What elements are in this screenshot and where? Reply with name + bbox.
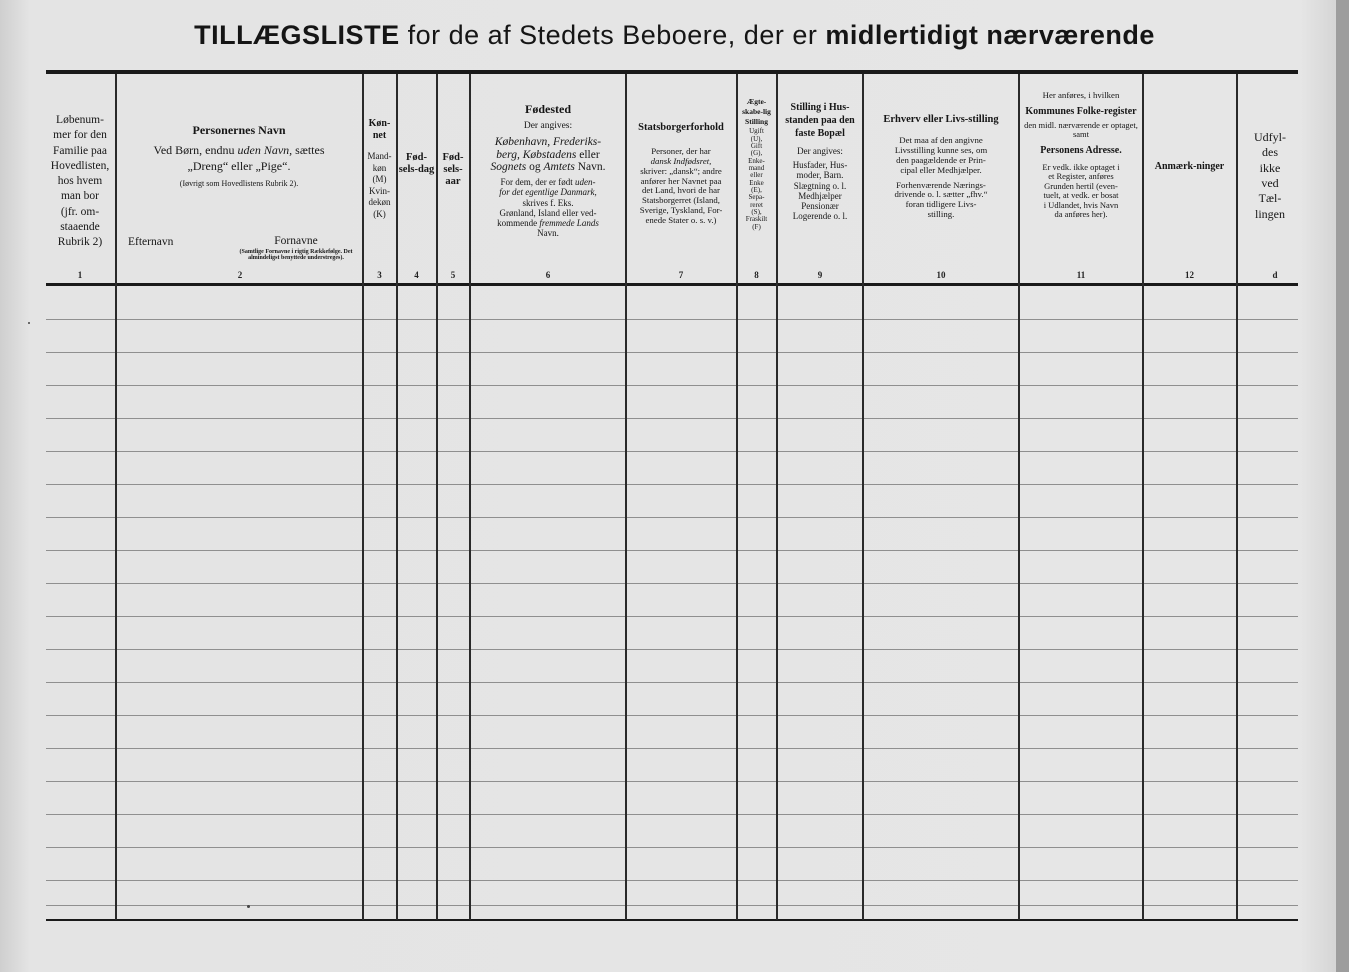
column-number: 1 [77, 270, 83, 280]
page-edge [1336, 0, 1349, 972]
col-3-line: Mand- [367, 151, 392, 161]
col-3-header [364, 118, 395, 220]
col-8-header [738, 97, 775, 231]
col-2-heading: Personernes Navn [192, 123, 286, 137]
col-10-line: foran tidligere Livs- [905, 199, 977, 210]
column-divider [862, 74, 864, 920]
col-7-line: dansk Indfødsret, [650, 155, 712, 166]
col-8-line: (U), [750, 134, 763, 143]
col-7-line: skriver: „dansk“; andre [640, 165, 722, 176]
col-2-surname-label: Efternavn [128, 236, 174, 248]
col-6-text: Navn. [537, 227, 559, 238]
title-part-3: midlertidigt nærværende [825, 20, 1155, 50]
col-d-line: lingen [1255, 206, 1285, 221]
col-7-line: anfører her Navnet paa [640, 175, 722, 186]
column-number: d [1272, 270, 1278, 280]
col-6-heading: Fødested [525, 102, 571, 116]
col-7-line: det Land, hvori de har [642, 185, 720, 196]
col-6-text-italic: uden- [574, 177, 596, 188]
col-11-header [1021, 90, 1141, 220]
col-8-line: Enke- [748, 156, 765, 165]
col-d-line: Udfyl- [1254, 130, 1286, 144]
col-5-heading: Fød-sels-aar [442, 152, 464, 188]
col-2-header [118, 124, 360, 189]
col-6-header [472, 103, 624, 238]
top-rule [46, 70, 1298, 74]
col-10-line: den paagældende er Prin- [896, 154, 986, 165]
row-line [46, 748, 1298, 749]
col-9-header [779, 101, 861, 221]
col-9-line: Husfader, Hus- [792, 160, 848, 171]
col-7-heading: Statsborgerforhold [638, 122, 724, 133]
col-9-line: Medhjælper [798, 190, 842, 201]
row-line [46, 385, 1298, 386]
col-8-line: mand [748, 163, 765, 172]
col-7-line: Statsborgerret (Island, [641, 195, 720, 206]
col-3-line: dekøn [368, 197, 391, 208]
col-10-heading: Erhverv eller Livs-stilling [883, 114, 999, 125]
column-number: 8 [754, 270, 759, 280]
col-3-line: (M) [372, 174, 387, 185]
column-divider [436, 74, 438, 920]
col-2-text3: (Iøvrigt som Hovedlistens Rubrik 2). [179, 179, 299, 189]
col-11-line: Grunden hertil (even- [1044, 180, 1118, 191]
title-part-1: TILLÆGSLISTE [194, 20, 400, 50]
col-6-text: og [529, 161, 541, 174]
col-8-line: (S), [751, 208, 762, 217]
col-8-line: (F) [752, 222, 761, 231]
col-8-line: (G), [750, 149, 763, 158]
col-8-line: Gift [750, 141, 763, 150]
col-6-text-italic: fremmede Lands [539, 217, 599, 228]
col-1-header [46, 113, 114, 251]
header-bottom-rule [46, 283, 1298, 286]
col-10-line: Det maa af den angivne [899, 135, 983, 146]
column-number: 10 [936, 270, 946, 280]
row-line [46, 319, 1298, 320]
col-d-line: ved [1261, 176, 1279, 191]
col-3-line: (K) [373, 208, 386, 219]
col-d-line: ikke [1259, 160, 1281, 175]
row-line [46, 484, 1298, 485]
col-6-place: København, Frederiks- [494, 135, 602, 148]
col-d-line: Tæl- [1258, 191, 1282, 206]
row-line [46, 715, 1298, 716]
col-3-line: køn [372, 162, 387, 173]
title-part-2: for de af Stedets Beboere, der er [407, 20, 818, 50]
col-1-line: hos hvem [57, 175, 103, 188]
col-8-line: Ugift [749, 127, 764, 136]
col-9-heading: Stilling i Hus-standen paa den faste Bopæl [785, 102, 855, 139]
col-9-sub: Der angives: [797, 146, 843, 156]
column-number: 4 [414, 270, 419, 280]
col-11-line: tuelt, at vedk. er bosat [1043, 190, 1119, 201]
col-1-line: staaende [60, 220, 100, 233]
col-11-mid: den midl. nærværende er optaget, samt [1024, 119, 1138, 139]
column-number: 6 [545, 270, 551, 280]
row-line [46, 352, 1298, 353]
col-11-top: Her anføres, i hvilken [1042, 90, 1120, 100]
col-2-firstname-note: (Samtlige Fornavne i rigtig Rækkefølge. Det almindeligst benyttede understreges). [239, 249, 353, 262]
row-line [46, 847, 1298, 848]
col-8-line: Sepa- [748, 193, 765, 202]
column-number: 2 [237, 270, 243, 280]
col-9-line: Slægtning o. l. [793, 180, 847, 191]
row-line [46, 616, 1298, 617]
col-1-line: Løbenum- [56, 114, 104, 126]
col-8-heading: Ægte-skabe-lig Stilling [742, 97, 771, 126]
column-number: 7 [678, 270, 684, 280]
col-1-line: mer for den [53, 129, 107, 142]
col-1-line: Familie paa [53, 144, 107, 157]
col-12-header [1144, 160, 1235, 173]
row-line [46, 682, 1298, 683]
column-divider [1018, 74, 1020, 920]
column-divider [1142, 74, 1144, 920]
row-line [46, 550, 1298, 551]
column-number: 11 [1076, 270, 1086, 280]
col-6-place: Sognets [490, 161, 527, 174]
column-divider [1236, 74, 1238, 920]
col-9-line: moder, Barn. [796, 170, 844, 181]
form-title [0, 20, 1349, 51]
row-line [46, 583, 1298, 584]
col-11-line: da anføres her). [1054, 209, 1108, 220]
col-2-text: sættes [295, 142, 325, 157]
col-1-line: man bor [60, 190, 99, 203]
col-11-line: Er vedk. ikke optaget i [1042, 161, 1120, 172]
col-3-line: Kvin- [369, 185, 390, 196]
col-6-text: Navn. [577, 161, 606, 174]
row-line [46, 905, 1298, 906]
col-4-heading: Fød-sels-dag [398, 152, 435, 176]
col-10-line: Forhenværende Nærings- [896, 179, 986, 190]
col-9-line: Logerende o. l. [792, 210, 848, 221]
col-3-heading: Køn-net [368, 118, 391, 141]
col-7-line: Personer, der har [651, 146, 711, 157]
col-10-line: stilling. [927, 209, 955, 220]
column-divider [776, 74, 778, 920]
col-2-text: Ved Børn, endnu [153, 142, 235, 157]
col-5-header [438, 152, 468, 188]
col-12-heading: Anmærk-ninger [1154, 161, 1225, 172]
column-number: 3 [377, 270, 382, 280]
col-6-text: eller [579, 148, 600, 161]
col-6-place: Amtets [543, 161, 575, 174]
column-number: 9 [817, 270, 823, 280]
row-line [46, 649, 1298, 650]
col-2-text-italic: uden Navn, [237, 142, 293, 157]
col-8-line: Fraskilt [745, 215, 768, 224]
column-number: 5 [450, 270, 456, 280]
col-d-line: des [1262, 145, 1278, 160]
col-10-line: cipal eller Medhjælper. [900, 164, 982, 175]
col-8-line: Enke [749, 178, 764, 187]
ink-speck [28, 322, 30, 324]
row-line [46, 781, 1298, 782]
col-6-text: Grønland, Island eller ved- [499, 207, 597, 218]
col-6-text-italic: for det egentlige Danmark, [499, 187, 597, 198]
row-line [46, 418, 1298, 419]
row-line [46, 451, 1298, 452]
col-1-line: Rubrik 2) [57, 236, 103, 249]
col-10-line: drivende o. l. sætter „fhv.“ [894, 189, 988, 200]
col-10-line: Livsstilling kunne ses, om [894, 145, 988, 156]
col-11-line: i Udlandet, hvis Navn [1043, 199, 1119, 210]
col-4-header [398, 152, 435, 176]
column-divider [469, 74, 471, 920]
col-11-heading: Kommunes Folke-register [1025, 106, 1137, 118]
col-2-text2: „Dreng“ eller „Pige“. [187, 158, 291, 173]
column-divider [115, 74, 117, 920]
col-d-header [1240, 130, 1300, 222]
col-6-text: kommende [497, 217, 538, 228]
col-8-line: reret [750, 200, 763, 209]
col-8-line: (E), [751, 186, 762, 194]
col-6-text: For dem, der er født [500, 177, 573, 188]
col-7-line: Sverige, Tyskland, For- [639, 205, 723, 216]
col-11-heading-2: Personens Adresse. [1040, 145, 1122, 157]
col-11-line: et Register, anføres [1048, 171, 1114, 182]
col-1-line: (jfr. om- [60, 205, 100, 218]
row-line [46, 880, 1298, 881]
col-7-header [627, 122, 735, 226]
col-10-header [865, 112, 1017, 220]
ink-speck [247, 905, 250, 908]
col-7-line: enede Stater o. s. v.) [645, 214, 717, 225]
bottom-rule [46, 919, 1298, 921]
column-divider [396, 74, 398, 920]
row-line [46, 814, 1298, 815]
row-line [46, 517, 1298, 518]
column-number: 12 [1185, 270, 1194, 280]
col-6-text: skrives f. Eks. [522, 197, 574, 208]
col-1-line: Hovedlisten, [50, 159, 110, 172]
col-6-sub: Der angives: [523, 120, 573, 131]
col-8-line: eller [750, 171, 763, 180]
col-2-firstname-label: Fornavne [274, 235, 318, 247]
col-6-place: berg, Købstadens [496, 148, 577, 161]
col-9-line: Pensionær [801, 200, 839, 211]
